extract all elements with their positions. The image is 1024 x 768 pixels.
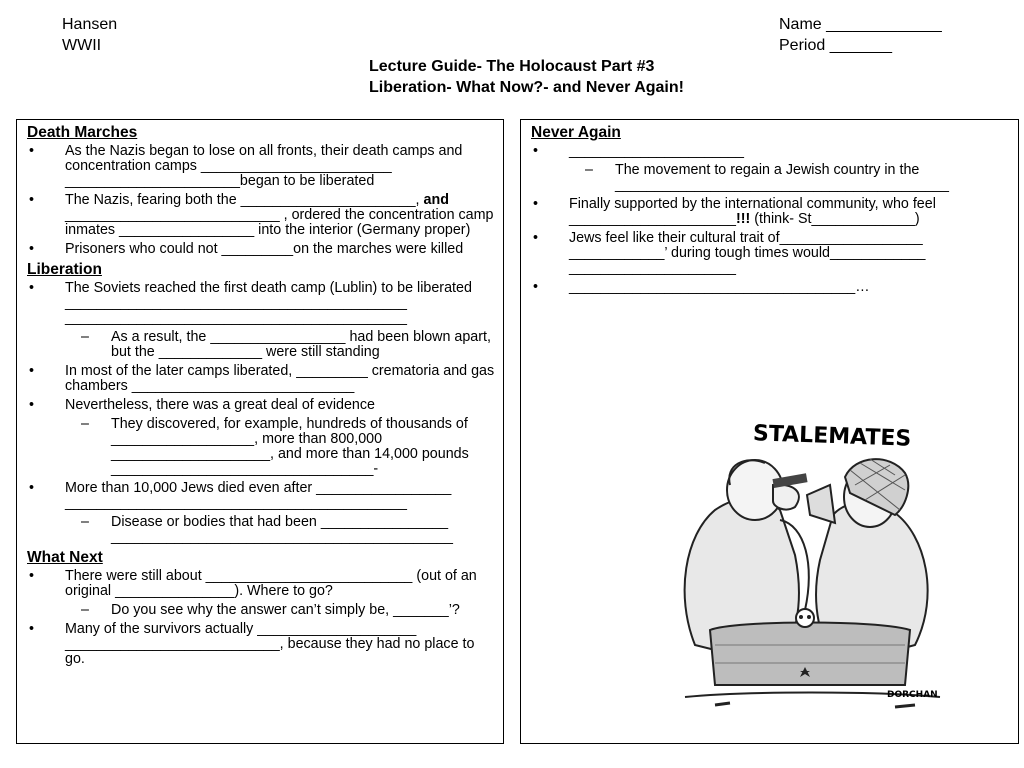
section-heading-never-again: Never Again: [531, 124, 621, 141]
list-item: • As the Nazis began to lose on all fronts, their death camps and concentration camps ________________________ ______________________began to be liberated: [29, 143, 467, 189]
period-field: Period _______: [779, 37, 892, 54]
sub-list-item: – Do you see why the answer can’t simply be, _______’?: [81, 602, 460, 618]
list-item: • More than 10,000 Jews died even after _________________ ___________________________________________: [29, 480, 456, 511]
list-item: • The Nazis, fearing both the ______________________, and ___________________________ , ordered the concentration camp inmates _________________ into the interior (Germany proper): [29, 192, 498, 238]
bullet-icon: •: [29, 480, 35, 496]
teacher-name: Hansen: [62, 16, 118, 33]
list-item: • ____________________________________…: [533, 279, 870, 295]
bullet-icon: •: [29, 280, 35, 296]
cartoon-caption: STALEMATES: [752, 421, 912, 452]
bullet-icon: •: [29, 241, 35, 257]
bullet-icon: •: [29, 143, 35, 159]
list-item: • Finally supported by the international community, who feel _____________________!!! (think- St_____________): [533, 196, 940, 227]
page-subtitle: Liberation- What Now?- and Never Again!: [369, 79, 684, 96]
list-item: • There were still about __________________________ (out of an original _______________). Where to go?: [29, 568, 481, 599]
bullet-icon: •: [29, 192, 35, 208]
bullet-icon: •: [29, 397, 35, 413]
cartoon-signature: DORCHAN: [887, 690, 938, 700]
sub-list-item: – The movement to regain a Jewish country in the __________________________________________: [585, 162, 949, 193]
bullet-icon: •: [29, 621, 35, 637]
section-heading-death-marches: Death Marches: [27, 124, 138, 141]
list-item: • In most of the later camps liberated, _________ crematoria and gas chambers ____________________________: [29, 363, 499, 394]
dash-icon: –: [81, 416, 89, 432]
sub-list-item: – They discovered, for example, hundreds of thousands of __________________, more than 800,000 ____________________, and more than 14,000 pounds _________________________________-: [81, 416, 473, 477]
right-panel: [531, 124, 1015, 299]
list-item: • The Soviets reached the first death camp (Lublin) to be liberated ___________________________________________ ___________________________________________: [29, 280, 476, 326]
bullet-icon: •: [533, 196, 539, 212]
sub-list-item: – Disease or bodies that had been ________________ ___________________________________________: [81, 514, 453, 545]
dash-icon: –: [81, 329, 89, 345]
bullet-icon: •: [533, 279, 539, 295]
list-item: • ______________________: [533, 143, 744, 159]
list-item: • Prisoners who could not _________on the marches were killed: [29, 241, 464, 257]
bullet-icon: •: [29, 363, 35, 379]
subject-label: WWII: [62, 37, 102, 54]
list-item: • Jews feel like their cultural trait of__________________ ____________’ during tough times would____________ _____________________: [533, 230, 930, 276]
dash-icon: –: [81, 602, 89, 618]
bullet-icon: •: [29, 568, 35, 584]
dash-icon: –: [81, 514, 89, 530]
section-heading-what-next: What Next: [27, 549, 103, 566]
bullet-icon: •: [533, 143, 539, 159]
dash-icon: –: [585, 162, 593, 178]
page-title: Lecture Guide- The Holocaust Part #3: [369, 58, 655, 75]
left-panel: [27, 124, 497, 671]
stalemates-cartoon: [655, 415, 960, 715]
list-item: • Many of the survivors actually ____________________ ___________________________, because they had no place to go.: [29, 621, 479, 667]
list-item: • Nevertheless, there was a great deal of evidence: [29, 397, 375, 413]
bullet-icon: •: [533, 230, 539, 246]
sub-list-item: – As a result, the _________________ had been blown apart, but the _____________ were still standing: [81, 329, 495, 360]
name-field: Name _____________: [779, 16, 942, 33]
section-heading-liberation: Liberation: [27, 261, 102, 278]
